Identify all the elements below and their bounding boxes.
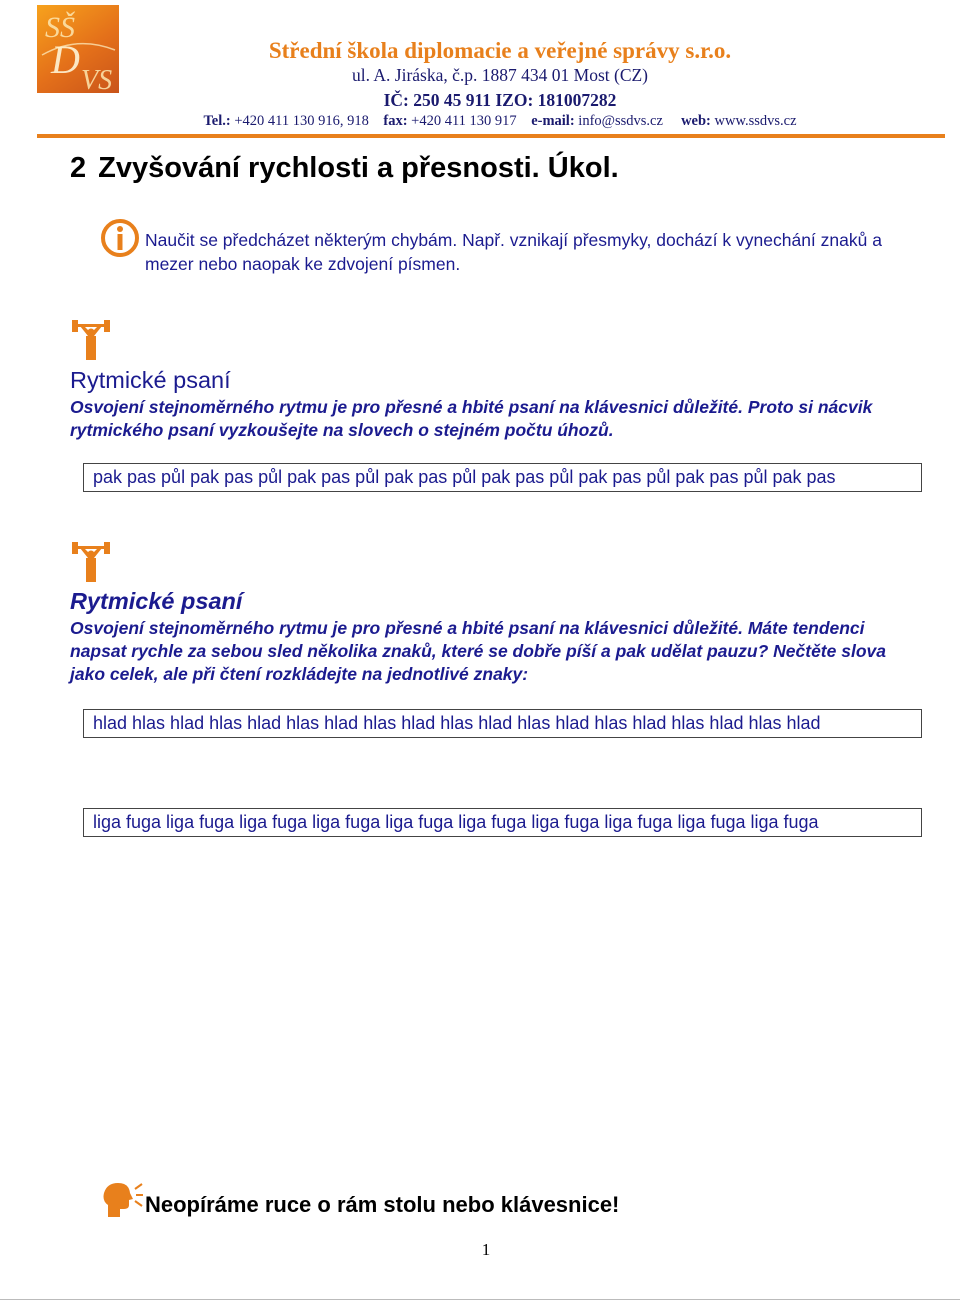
svg-text:D: D [51,37,80,82]
section2-exercise-1: hlad hlas hlad hlas hlad hlas hlad hlas hlad hlas hlad hlas hlad hlas hlad hlas hlad hlas hlad [83,709,922,738]
web-value[interactable]: www.ssdvs.cz [714,113,797,129]
email-value[interactable]: info@ssdvs.cz [578,113,663,129]
svg-text:VS: VS [81,65,113,93]
fax-label: fax: [383,113,408,129]
page-bottom-divider [0,1299,960,1300]
section2-title: Rytmické psaní [70,588,243,614]
section2-text: Osvojení stejnoměrného rytmu je pro přesné a hbité psaní na klávesnici důležité. Máte tendenci napsat rychle za sebou sled několika znaků, které se dobře píší a pak udělat pauzu? Nečtěte slova jako celek, ale při čtení rozkládejte na jednotlivé znaky: [70,618,886,684]
school-logo [37,5,119,93]
school-name: Střední škola diplomacie a veřejné správy s.r.o. [268,38,732,63]
section2-exercise-2: liga fuga liga fuga liga fuga liga fuga liga fuga liga fuga liga fuga liga fuga liga fuga liga fuga [83,808,922,837]
fax-value: +420 411 130 917 [411,113,517,129]
info-icon [100,218,140,263]
tel-label: Tel.: [203,113,231,129]
email-label: e-mail: [531,113,575,129]
section1-exercise: pak pas půl pak pas půl pak pas půl pak pas půl pak pas půl pak pas půl pak pas půl pak pas [83,463,922,492]
weightlifter-icon [71,540,111,587]
school-contact [110,113,890,130]
header-divider [37,134,945,138]
heading-title: Zvyšování rychlosti a přesnosti. Úkol. [98,152,619,184]
section1-text: Osvojení stejnoměrného rytmu je pro přesné a hbité psaní na klávesnici důležité. Proto si nácvik rytmického psaní vyzkoušejte na slovech o stejném počtu úhozů. [70,397,873,440]
heading-number: 2 [70,152,87,184]
web-label: web: [681,113,711,129]
weightlifter-icon [71,318,111,365]
notice-text: Neopíráme ruce o rám stolu nebo klávesnice! [145,1192,620,1217]
page-number: 1 [481,1240,491,1259]
svg-text:SŠ: SŠ [45,11,75,44]
section1-title: Rytmické psaní [70,367,231,393]
tel-value: +420 411 130 916, 918 [234,113,369,129]
school-address: ul. A. Jiráska, č.p. 1887 434 01 Most (CZ) [351,65,649,85]
school-ids: IČ: 250 45 911 IZO: 181007282 [383,90,617,110]
tip-text: Naučit se předcházet některým chybám. Např. vznikají přesmyky, dochází k vynechání znaků a mezer nebo naopak ke zdvojení písmen. [145,230,882,274]
page-title [70,152,631,185]
speaking-head-icon [102,1181,144,1224]
